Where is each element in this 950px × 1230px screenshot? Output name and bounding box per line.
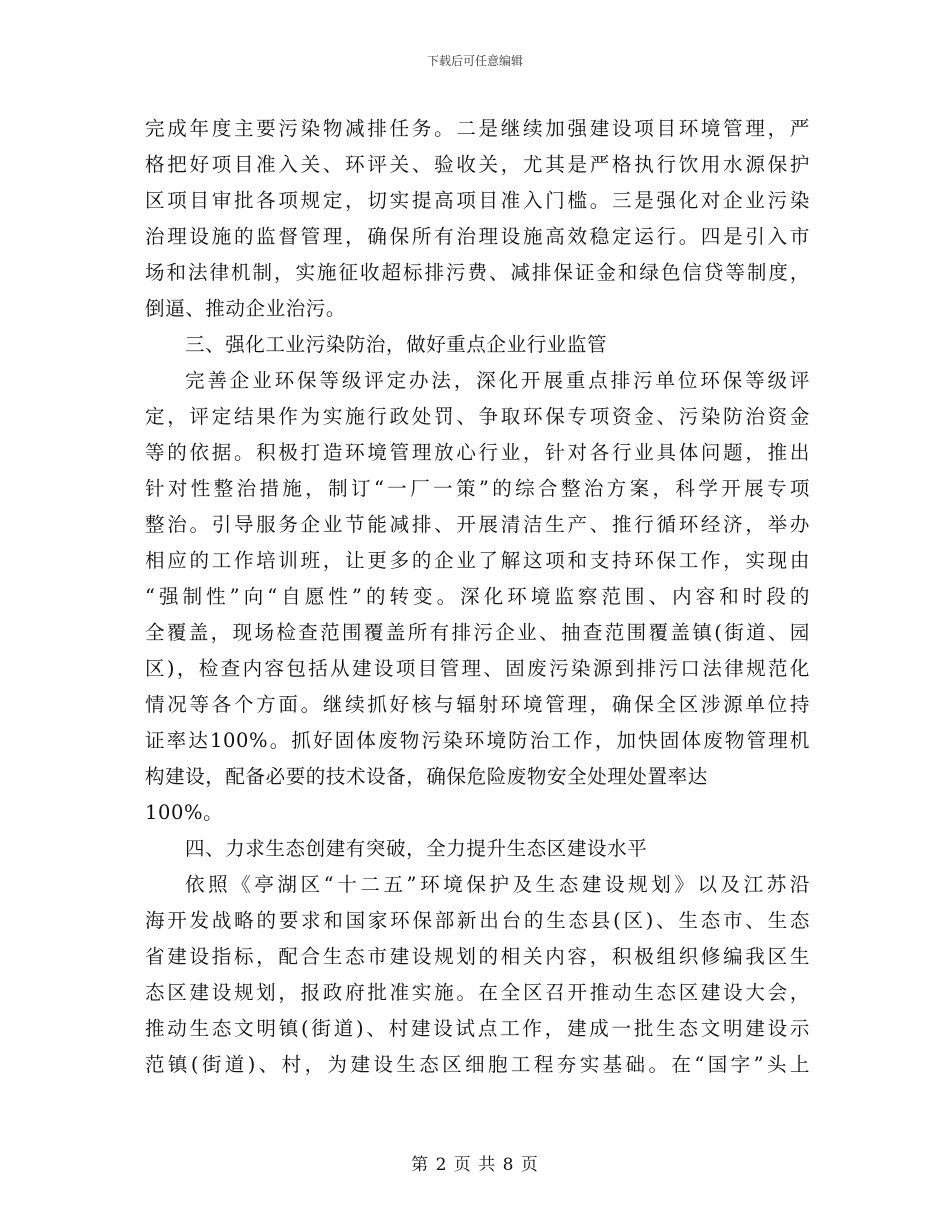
text-line: 态区建设规划，报政府批准实施。在全区召开推动生态区建设大会，: [145, 981, 810, 1004]
text-line: 等的依据。积极打造环境管理放心行业，针对各行业具体问题，推出: [145, 441, 810, 464]
text-line: 格把好项目准入关、环评关、验收关，尤其是严格执行饮用水源保护: [145, 153, 810, 176]
page-header: 下载后可任意编辑: [426, 54, 523, 68]
text-line: 完成年度主要污染物减排任务。二是继续加强建设项目环境管理，严: [145, 117, 810, 140]
text-line: 区)，检查内容包括从建设项目管理、固废污染源到排污口法律规范化: [145, 657, 810, 680]
text-line: 倒逼、推动企业治污。: [145, 297, 347, 320]
text-line: 相应的工作培训班，让更多的企业了解这项和支持环保工作，实现由: [145, 549, 810, 572]
page-number-footer: 第 2 页 共 8 页: [411, 1155, 539, 1175]
text-line: 针对性整治措施，制订“一厂一策”的综合整治方案，科学开展专项: [145, 477, 810, 500]
text-line: 治理设施的监督管理，确保所有治理设施高效稳定运行。四是引入市: [145, 225, 810, 248]
text-line: 全覆盖，现场检查范围覆盖所有排污企业、抽查范围覆盖镇(街道、园: [145, 621, 810, 644]
text-line: 场和法律机制，实施征收超标排污费、减排保证金和绿色信贷等制度，: [145, 261, 810, 284]
text-line: 省建设指标，配合生态市建设规划的相关内容，积极组织修编我区生: [145, 945, 810, 968]
text-line: 情况等各个方面。继续抓好核与辐射环境管理，确保全区涉源单位持: [145, 693, 810, 716]
text-line: 范镇(街道)、村，为建设生态区细胞工程夯实基础。在“国字”头上: [145, 1053, 810, 1076]
text-line: 构建设，配备必要的技术设备，确保危险废物安全处理处置率达: [145, 765, 708, 788]
document-body: [145, 111, 810, 1083]
text-line: 定，评定结果作为实施行政处罚、争取环保专项资金、污染防治资金: [145, 405, 810, 428]
text-line: 区项目审批各项规定，切实提高项目准入门槛。三是强化对企业污染: [145, 189, 810, 212]
text-line: 完善企业环保等级评定办法，深化开展重点排污单位环保等级评: [185, 369, 810, 392]
text-line: 推动生态文明镇(街道)、村建设试点工作，建成一批生态文明建设示: [145, 1017, 810, 1040]
text-line: 四、力求生态创建有突破，全力提升生态区建设水平: [185, 837, 648, 860]
text-line: 证率达100%。抓好固体废物污染环境防治工作，加快固体废物管理机: [145, 729, 810, 752]
text-line: “强制性”向“自愿性”的转变。深化环境监察范围、内容和时段的: [145, 585, 810, 608]
text-line: 三、强化工业污染防治，做好重点企业行业监管: [185, 333, 608, 356]
text-line: 100%。: [145, 801, 224, 824]
text-line: 依照《亭湖区“十二五”环境保护及生态建设规划》以及江苏沿: [185, 873, 810, 896]
text-line: 海开发战略的要求和国家环保部新出台的生态县(区)、生态市、生态: [145, 909, 810, 932]
text-line: 整治。引导服务企业节能减排、开展清洁生产、推行循环经济，举办: [145, 513, 810, 536]
